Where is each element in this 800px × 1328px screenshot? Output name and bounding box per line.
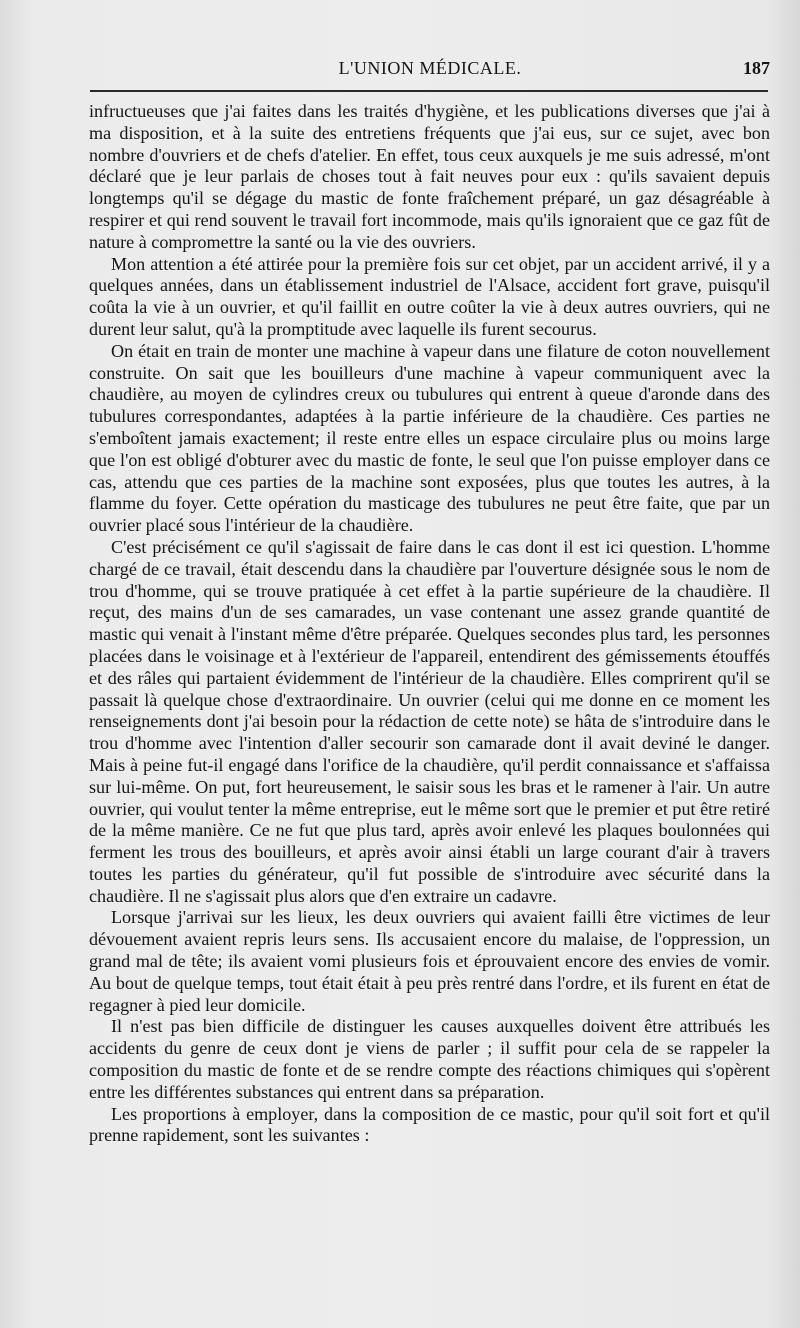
article-body [89,101,770,1147]
paragraph-1: infructueuses que j'ai faites dans les traités d'hygiène, et les publications diverses que j'ai à ma disposition, et à la suite des entretiens fréquents que j'ai eus, sur ce sujet, avec bon nombre d'ouvriers et de chefs d'atelier. En effet, tous ceux auxquels je me suis adressé, m'ont déclaré que je leur parlais de choses tout à fait neuves pour eux : qu'ils savaient depuis longtemps qu'il se dégage du mastic de fonte fraîchement préparé, un gaz désagréable à respirer et qui rend souvent le travail fort incommode, mais qu'ils ignoraient que ce gaz fût de nature à compromettre la santé ou la vie des ouvriers. [89,101,770,252]
paragraph-6: Il n'est pas bien difficile de distinguer les causes auxquelles doivent être attribués les accidents du genre de ceux dont je viens de parler ; il suffit pour cela de se rappeler la composition du mastic de fonte et de se rendre compte des réactions chimiques qui s'opèrent entre les différentes substances qui entrent dans sa préparation. [89,1016,770,1102]
paragraph-7: Les proportions à employer, dans la composition de ce mastic, pour qu'il soit fort et qu'il prenne rapidement, sont les suivantes : [89,1103,770,1146]
page-number: 187 [743,58,770,78]
paragraph-4: C'est précisément ce qu'il s'agissait de faire dans le cas dont il est ici question. L'homme chargé de ce travail, était descendu dans la chaudière par l'ouverture désignée sous le nom de trou d'homme, qui se trouve pratiquée à cet effet à la partie supérieure de la chaudière. Il reçut, des mains d'un de ses camarades, un vase contenant une assez grande quantité de mastic qui venait à l'instant même d'être préparée. Quelques secondes plus tard, les personnes placées dans le voisinage et à l'extérieur de l'appareil, entendirent des gémissements étouffés et des râles qui partaient évidemment de l'intérieur de la chaudière. Elles comprirent qu'il se passait là quelque chose d'extraordinaire. Un ouvrier (celui qui me donne en ce moment les renseignements dont j'ai besoin pour la rédaction de cette note) se hâta de s'introduire dans le trou d'homme avec l'intention d'aller secourir son camarade dont il avait deviné le danger. Mais à peine fut-il engagé dans l'orifice de la chaudière, qu'il perdit connaissance et s'affaissa sur lui-même. On put, fort heureusement, le saisir sous les bras et le ramener à l'air. Un autre ouvrier, qui voulut tenter la même entreprise, eut le même sort que le premier et put être retiré de la même manière. Ce ne fut que plus tard, après avoir enlevé les plaques boulonnées qui ferment les trous des bouilleurs, et après avoir ainsi établi un large courant d'air à travers toutes les parties du générateur, qu'il fut possible de s'introduire avec sécurité dans la chaudière. Il ne s'agissait plus alors que d'en extraire un cadavre. [89,536,770,906]
paragraph-5: Lorsque j'arrivai sur les lieux, les deux ouvriers qui avaient failli être victimes de leur dévouement avaient repris leurs sens. Ils accusaient encore du malaise, de l'oppression, un grand mal de tête; ils avaient vomi plusieurs fois et éprouvaient encore des envies de vomir. Au bout de quelque temps, tout était était à peu près rentré dans l'ordre, et ils furent en état de regagner à pied leur domicile. [89,907,770,1015]
paragraph-3: On était en train de monter une machine à vapeur dans une filature de coton nouvellement construite. On sait que les bouilleurs d'une machine à vapeur communiquent avec la chaudière, au moyen de cylindres creux ou tubulures qui entrent à queue d'aronde dans des tubulures correspondantes, adaptées à la partie inférieure de la chaudière. Ces parties ne s'emboîtent jamais exactement; il reste entre elles un espace circulaire plus ou moins large que l'on est obligé d'obturer avec du mastic de fonte, le seul que l'on puisse employer dans ce cas, attendu que ces parties de la machine sont exposées, plus que toutes les autres, à la flamme du foyer. Cette opération du masticage des tubulures ne peut être faite, que par un ouvrier placé sous l'intérieur de la chaudière. [89,340,770,536]
running-header [90,52,770,82]
paragraph-2: Mon attention a été attirée pour la première fois sur cet objet, par un accident arrivé, il y a quelques années, dans un établissement industriel de l'Alsace, accident fort grave, puisqu'il coûta la vie à un ouvrier, et qu'il faillit en outre coûter la vie à deux autres ouvriers, qui ne durent leur salut, qu'à la promptitude avec laquelle ils furent secourus. [89,253,770,339]
journal-title: L'UNION MÉDICALE. [338,58,522,78]
header-rule [90,90,768,92]
